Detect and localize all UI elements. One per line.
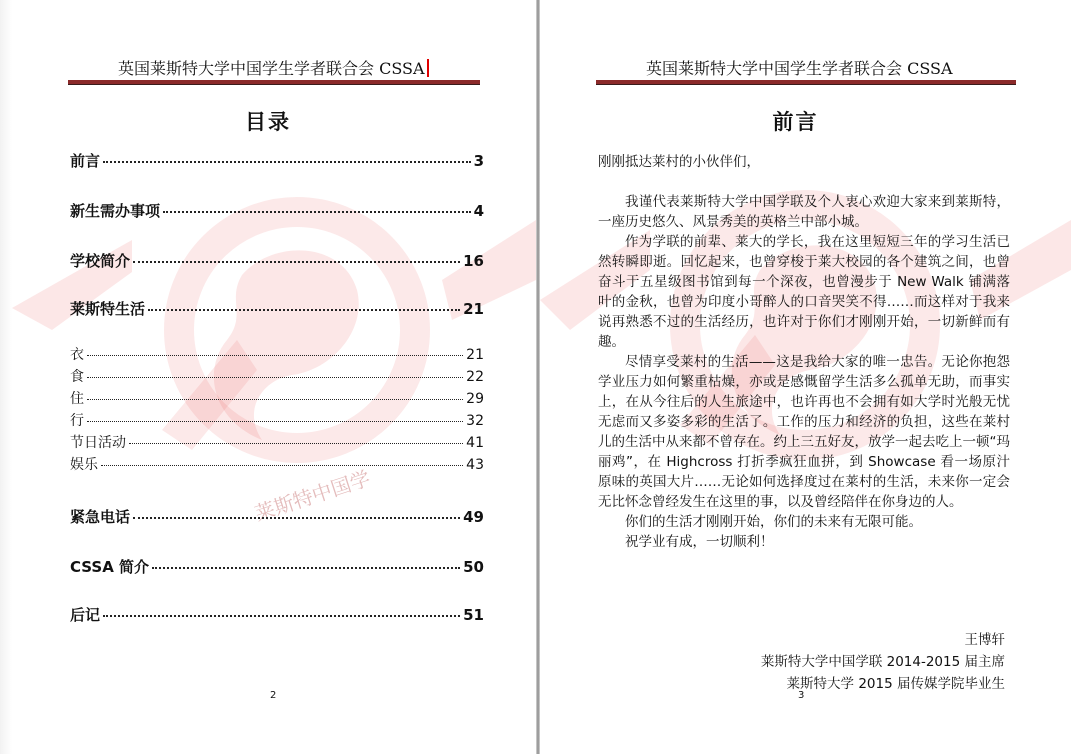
- preface-paragraph: 你们的生活才刚刚开始，你们的未来有无限可能。: [625, 514, 922, 530]
- toc-leader-dots: [133, 261, 460, 263]
- toc-entry-title: CSSA 简介: [70, 558, 150, 576]
- toc-entry-page: 41: [466, 435, 484, 451]
- header-text: 英国莱斯特大学中国学生学者联合会 CSSA: [646, 59, 953, 78]
- toc-entry[interactable]: [70, 454, 484, 474]
- toc-entry-title: 食: [70, 369, 84, 385]
- toc-entry[interactable]: [70, 410, 484, 430]
- viewer-edge: [0, 0, 12, 754]
- toc-leader-dots: [103, 615, 460, 617]
- toc-entry-page: 43: [466, 457, 484, 473]
- page-header: [646, 56, 953, 79]
- page-3: [540, 0, 1071, 754]
- toc-entry-title: 后记: [70, 606, 101, 624]
- toc-entry-page: 51: [463, 606, 484, 624]
- toc-entry-page: 22: [466, 369, 484, 385]
- header-rule: [68, 80, 480, 85]
- toc-entry-page: 16: [463, 252, 484, 270]
- toc-leader-dots: [87, 377, 463, 378]
- text-cursor: [427, 59, 429, 77]
- toc-leader-dots: [101, 465, 463, 466]
- watermark-cn-text: 莱斯特中国学: [251, 465, 374, 526]
- toc-leader-dots: [152, 567, 460, 569]
- toc-entry-title: 紧急电话: [70, 508, 131, 526]
- toc-entry-title: 前言: [70, 152, 101, 170]
- toc-entry[interactable]: [70, 200, 484, 221]
- preface-body: [598, 152, 1010, 552]
- page-2: [12, 0, 536, 754]
- header-rule: [596, 80, 1016, 85]
- toc-entry-page: 4: [473, 202, 484, 220]
- toc-entry-title: 娱乐: [70, 457, 98, 473]
- toc-leader-dots: [133, 517, 460, 519]
- toc-entry[interactable]: [70, 366, 484, 386]
- preface-title: 前言: [772, 110, 819, 134]
- toc-entry-page: 49: [463, 508, 484, 526]
- page-number: 2: [270, 690, 277, 701]
- preface-greeting: 刚刚抵达莱村的小伙伴们，: [598, 154, 760, 170]
- signature-name: 王博轩: [964, 632, 1005, 648]
- preface-paragraph: 作为学联的前辈、莱大的学长，我在这里短短三年的学习生活已然转瞬即逝。回忆起来，也曾穿梭于莱大校园的各个建筑之间，也曾奋斗于五星级图书馆到每一个深夜，也曾漫步于 New Walk 铺满落叶的金秋，也曾为印度小哥醉人的口音哭笑不得……而这样对于我来说再熟悉不过的生活经历，也许对于你们才刚刚开始，一切新鲜而有趣。: [598, 234, 1010, 350]
- toc-entry-page: 50: [463, 558, 484, 576]
- toc-entry[interactable]: [70, 250, 484, 271]
- toc-entry-page: 3: [473, 152, 484, 170]
- toc-entry[interactable]: [70, 150, 484, 171]
- toc-entry-page: 32: [466, 413, 484, 429]
- page-number: 3: [798, 690, 805, 701]
- toc-entry-title: 新生需办事项: [70, 202, 161, 220]
- toc-leader-dots: [129, 443, 463, 444]
- toc-entry[interactable]: [70, 298, 484, 319]
- toc-leader-dots: [87, 355, 463, 356]
- toc-entry-title: 住: [70, 391, 84, 407]
- toc-leader-dots: [163, 211, 471, 213]
- toc-entry-page: 21: [463, 300, 484, 318]
- toc-title: 目录: [245, 110, 291, 134]
- preface-paragraph: 尽情享受莱村的生活——这是我给大家的唯一忠告。无论你抱怨学业压力如何繁重枯燥，亦或是感慨留学生活多么孤单无助，而事实上，在从今往后的人生旅途中，也许再也不会拥有如大学时光般无忧无虑而又多姿多彩的生活了。工作的压力和经济的负担，这些在莱村儿的生活中从来都不曾存在。约上三五好友，放学一起去吃上一顿“玛丽鸡”，在 Highcross 打折季疯狂血拼，到 Showcase 看一场原汁原味的英国大片……无论如何选择度过在莱村的生活，未来你一定会无比怀念曾经发生在这里的事，以及曾经陪伴在你身边的人。: [598, 354, 1010, 510]
- toc-leader-dots: [87, 399, 463, 400]
- toc-entry-title: 学校简介: [70, 252, 131, 270]
- signature-line-2: 莱斯特大学 2015 届传媒学院毕业生: [786, 676, 1005, 692]
- toc-entry[interactable]: [70, 432, 484, 452]
- toc-entry-page: 29: [466, 391, 484, 407]
- toc-entry-title: 衣: [70, 347, 84, 363]
- toc-entry[interactable]: [70, 506, 484, 527]
- toc-entry[interactable]: [70, 388, 484, 408]
- signature-line-1: 莱斯特大学中国学联 2014-2015 届主席: [760, 654, 1005, 670]
- toc-entry[interactable]: [70, 556, 484, 577]
- toc-leader-dots: [148, 309, 460, 311]
- preface-paragraph: 我谨代表莱斯特大学中国学联及个人衷心欢迎大家来到莱斯特，一座历史悠久、风景秀美的英格兰中部小城。: [598, 194, 1010, 230]
- toc-entry[interactable]: [70, 344, 484, 364]
- toc-entry-page: 21: [466, 347, 484, 363]
- header-text: 英国莱斯特大学中国学生学者联合会 CSSA: [118, 59, 425, 78]
- toc-entry-title: 行: [70, 413, 84, 429]
- page-header: [118, 56, 429, 79]
- toc-entry[interactable]: [70, 604, 484, 625]
- toc-entry-title: 莱斯特生活: [70, 300, 146, 318]
- toc-leader-dots: [103, 161, 471, 163]
- toc-entry-title: 节日活动: [70, 435, 126, 451]
- toc-leader-dots: [87, 421, 463, 422]
- preface-paragraph: 祝学业有成，一切顺利！: [625, 534, 774, 550]
